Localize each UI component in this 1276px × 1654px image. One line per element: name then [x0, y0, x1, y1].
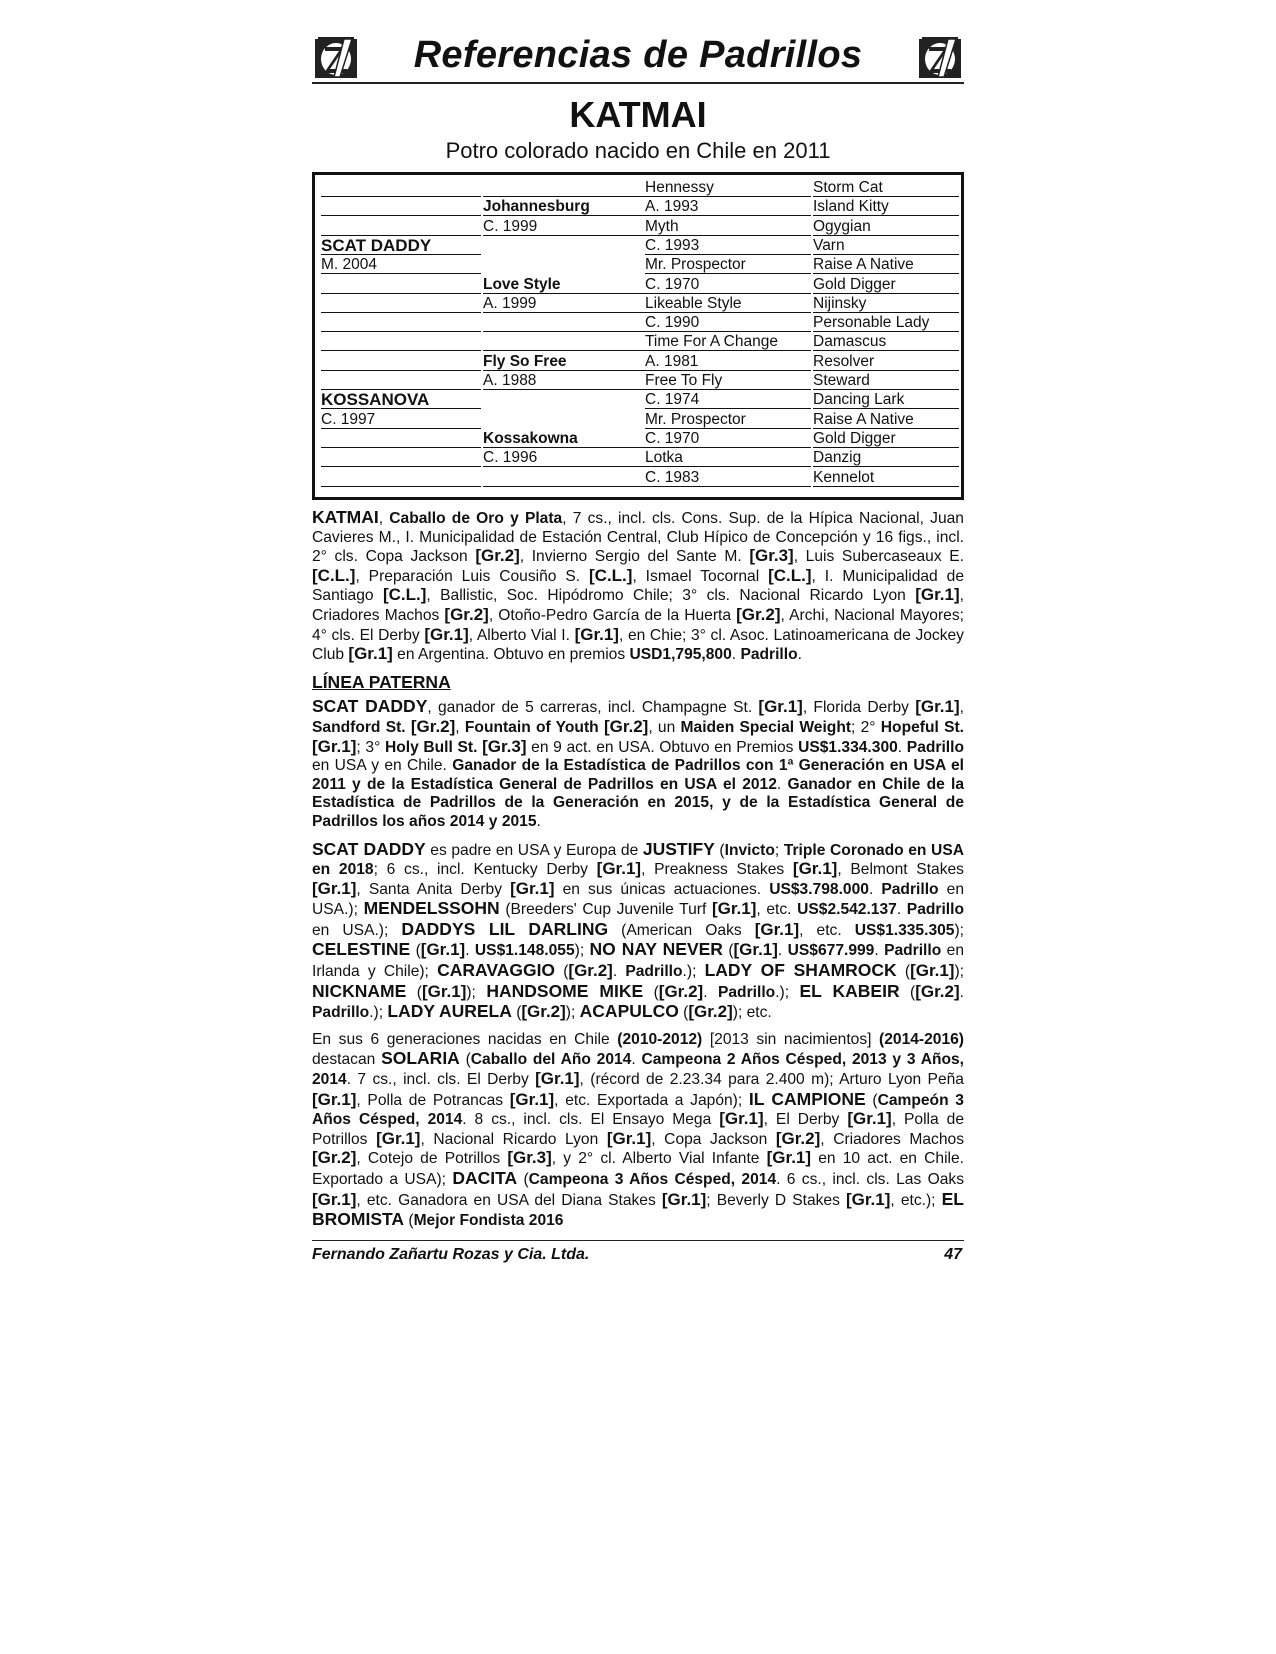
pedigree-cell: A. 1999 [483, 294, 645, 313]
pedigree-cell: Time For A Change [645, 332, 811, 351]
pedigree-row [321, 217, 955, 236]
body-text [312, 508, 964, 1231]
page [312, 30, 964, 1239]
pedigree-row [321, 332, 955, 351]
pedigree-cell [483, 178, 645, 197]
pedigree-cell: Gold Digger [813, 275, 959, 294]
footer-publisher: Fernando Zañartu Rozas y Cia. Ltda. [312, 1246, 590, 1263]
pedigree-cell: C. 1974 [645, 390, 811, 409]
pedigree-cell: Varn [813, 236, 959, 255]
pedigree-cell: Likeable Style [645, 294, 811, 313]
pedigree-cell: Raise A Native [813, 255, 959, 274]
pedigree-cell [483, 313, 645, 332]
pedigree-row [321, 352, 955, 371]
pedigree-cell: Kennelot [813, 468, 959, 487]
pedigree-cell: Love Style [483, 275, 645, 294]
pedigree-cell: Nijinsky [813, 294, 959, 313]
pedigree-cell: C. 1997 [321, 410, 481, 429]
pedigree-cell [483, 390, 645, 408]
pedigree-cell: SCAT DADDY [321, 236, 481, 255]
pedigree-cell: Myth [645, 217, 811, 236]
pedigree-cell: M. 2004 [321, 255, 481, 274]
pedigree-cell [321, 313, 481, 332]
pedigree-cell [321, 275, 481, 294]
pedigree-cell [321, 371, 481, 390]
page-header [312, 30, 964, 85]
pedigree-cell: Danzig [813, 448, 959, 467]
pedigree-cell: A. 1981 [645, 352, 811, 371]
pedigree-cell [483, 236, 645, 254]
header-title: Referencias de Padrillos [413, 34, 863, 76]
pedigree-row [321, 429, 955, 448]
pedigree-cell [321, 332, 481, 351]
pedigree-cell: C. 1993 [645, 236, 811, 255]
pedigree-cell [321, 468, 481, 487]
pedigree-cell [321, 448, 481, 467]
pedigree-cell [483, 410, 645, 428]
pedigree-cell: Resolver [813, 352, 959, 371]
horse-subtitle: Potro colorado nacido en Chile en 2011 [445, 138, 831, 163]
pedigree-row [321, 468, 955, 487]
pedigree-table [312, 172, 964, 500]
pedigree-cell: Gold Digger [813, 429, 959, 448]
pedigree-cell: A. 1988 [483, 371, 645, 390]
pedigree-cell: Personable Lady [813, 313, 959, 332]
pedigree-cell: A. 1993 [645, 197, 811, 216]
pedigree-cell [321, 178, 481, 197]
pedigree-cell: C. 1996 [483, 448, 645, 467]
scat-daddy-paragraph: SCAT DADDY, ganador de 5 carreras, incl. Champagne St. [Gr.1], Florida Derby [Gr.1], Sandford St. [Gr.2], Fountain of Youth [Gr.2], un Maiden Special Weight; 2° Hopeful St. [Gr.1]; 3° Holy Bull St. [Gr.3] en 9 act. en USA. Obtuvo en Premios US$1.334.300. Padrillo en USA y en Chile. Ganador de la Estadística de Padrillos con 1ª Generación en USA el 2011 y de la Estadística General de Padrillos en USA el 2012. Ganador en Chile de la Estadística de Padrillos de la Generación en 2015, y de la Estadística General de Padrillos los años 2014 y 2015. [312, 696, 965, 830]
pedigree-cell [483, 255, 645, 273]
pedigree-cell: Free To Fly [645, 371, 811, 390]
pedigree-row [321, 410, 955, 429]
pedigree-cell: Fly So Free [483, 352, 645, 371]
pedigree-cell: Island Kitty [813, 197, 959, 216]
pedigree-row [321, 371, 955, 390]
horse-name: KATMAI [569, 94, 707, 135]
pedigree-cell: Damascus [813, 332, 959, 351]
pedigree-cell: Hennessy [645, 178, 811, 197]
pedigree-cell: C. 1970 [645, 275, 811, 294]
zr-logo-icon [918, 33, 962, 79]
katmai-paragraph: KATMAI, Caballo de Oro y Plata, 7 cs., incl. cls. Cons. Sup. de la Hípica Nacional, Juan Cavieres M., I. Municipalidad de Estación Central, Club Hípico de Concepción y 16 figs., incl. 2° cls. Copa Jackson [Gr.2], Invierno Sergio del Sante M. [Gr.3], Luis Subercaseaux E. [C.L.], Preparación Luis Cousiño S. [C.L.], Ismael Tocornal [C.L.], I. Municipalidad de Santiago [C.L.], Ballistic, Soc. Hipódromo Chile; 3° cls. Nacional Ricardo Lyon [Gr.1], Criadores Machos [Gr.2], Otoño-Pedro García de la Huerta [Gr.2], Archi, Nacional Mayores; 4° cls. El Derby [Gr.1], Alberto Vial I. [Gr.1], en Chie; 3° cl. Asoc. Latinoamericana de Jockey Club [Gr.1] en Argentina. Obtuvo en premios USD1,795,800. Padrillo. [312, 507, 964, 664]
section-title: LÍNEA PATERNA [312, 671, 451, 692]
pedigree-cell: Steward [813, 371, 959, 390]
pedigree-cell [321, 294, 481, 313]
pedigree-cell: Mr. Prospector [645, 410, 811, 429]
pedigree-cell: C. 1983 [645, 468, 811, 487]
pedigree-cell: C. 1970 [645, 429, 811, 448]
pedigree-cell [321, 197, 481, 216]
header-rule [312, 82, 964, 84]
page-footer [312, 1240, 964, 1267]
pedigree-cell [483, 332, 645, 351]
page-number: 47 [944, 1246, 962, 1263]
pedigree-cell [321, 352, 481, 371]
pedigree-row [321, 255, 955, 274]
pedigree-row [321, 294, 955, 313]
pedigree-cell: Storm Cat [813, 178, 959, 197]
pedigree-cell: Dancing Lark [813, 390, 959, 409]
chile-progeny-paragraph: En sus 6 generaciones nacidas en Chile (2010-2012) [2013 sin nacimientos] (2014-2016) destacan SOLARIA (Caballo del Año 2014. Campeona 2 Años Césped, 2013 y 3 Años, 2014. 7 cs., incl. cls. El Derby [Gr.1], (récord de 2.23.34 para 2.400 m); Arturo Lyon Peña [Gr.1], Polla de Potrancas [Gr.1], etc. Exportada a Japón); IL CAMPIONE (Campeón 3 Años Césped, 2014. 8 cs., incl. cls. El Ensayo Mega [Gr.1], El Derby [Gr.1], Polla de Potrillos [Gr.1], Nacional Ricardo Lyon [Gr.1], Copa Jackson [Gr.2], Criadores Machos [Gr.2], Cotejo de Potrillos [Gr.3], y 2° cl. Alberto Vial Infante [Gr.1] en 10 act. en Chile. Exportado a USA); DACITA (Campeona 3 Años Césped, 2014. 6 cs., incl. cls. Las Oaks [Gr.1], etc. Ganadora en USA del Diana Stakes [Gr.1]; Beverly D Stakes [Gr.1], etc.); EL BROMISTA (Mejor Fondista 2016 [312, 1030, 965, 1230]
pedigree-row [321, 236, 955, 255]
pedigree-row [321, 275, 955, 294]
pedigree-cell [483, 468, 645, 487]
pedigree-row [321, 178, 955, 197]
pedigree-cell: Raise A Native [813, 410, 959, 429]
pedigree-cell: Ogygian [813, 217, 959, 236]
pedigree-cell: Johannesburg [483, 197, 645, 216]
pedigree-cell: Mr. Prospector [645, 255, 811, 274]
progeny-paragraph: SCAT DADDY es padre en USA y Europa de JUSTIFY (Invicto; Triple Coronado en USA en 2018; 6 cs., incl. Kentucky Derby [Gr.1], Preakness Stakes [Gr.1], Belmont Stakes [Gr.1], Santa Anita Derby [Gr.1] en sus únicas actuaciones. US$3.798.000. Padrillo en USA.); MENDELSSOHN (Breeders' Cup Juvenile Turf [Gr.1], etc. US$2.542.137. Padrillo en USA.); DADDYS LIL DARLING (American Oaks [Gr.1], etc. US$1.335.305); CELESTINE ([Gr.1]. US$1.148.055); NO NAY NEVER ([Gr.1]. US$677.999. Padrillo en Irlanda y Chile); CARAVAGGIO ([Gr.2]. Padrillo.); LADY OF SHAMROCK ([Gr.1]); NICKNAME ([Gr.1]); HANDSOME MIKE ([Gr.2]. Padrillo.); EL KABEIR ([Gr.2]. Padrillo.); LADY AURELA ([Gr.2]); ACAPULCO ([Gr.2]); etc. [312, 838, 964, 1022]
pedigree-cell [321, 217, 481, 236]
pedigree-cell: C. 1999 [483, 217, 645, 236]
pedigree-cell: C. 1990 [645, 313, 811, 332]
pedigree-cell: KOSSANOVA [321, 390, 481, 409]
pedigree-row [321, 313, 955, 332]
pedigree-row [321, 197, 955, 216]
pedigree-row [321, 448, 955, 467]
pedigree-cell: Kossakowna [483, 429, 645, 448]
pedigree-row [321, 390, 955, 409]
pedigree-cell: Lotka [645, 448, 811, 467]
pedigree-cell [321, 429, 481, 448]
